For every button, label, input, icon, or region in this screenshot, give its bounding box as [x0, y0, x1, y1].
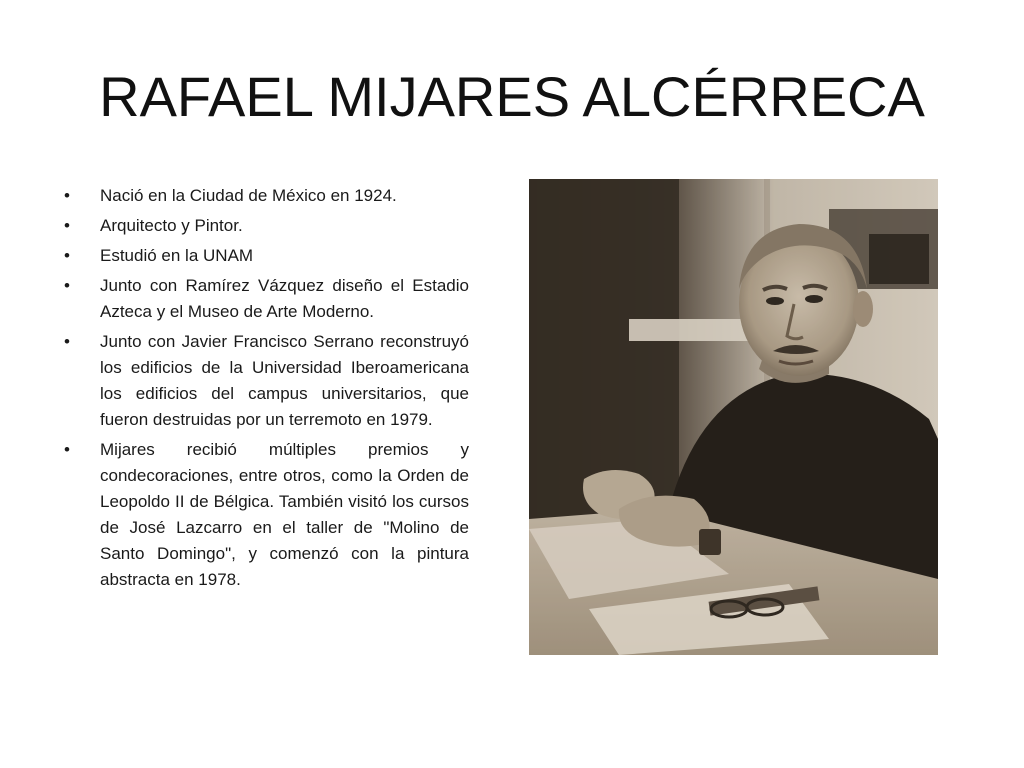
bullet-list — [64, 183, 469, 597]
bullet-text: Estudió en la UNAM — [100, 246, 254, 265]
bullet-text: Junto con Ramírez Vázquez diseño el Estadio Azteca y el Museo de Arte Moderno. — [100, 276, 469, 321]
bullet-marker: • — [64, 216, 70, 235]
bullet-item — [64, 437, 469, 593]
bullet-text: Nació en la Ciudad de México en 1924. — [100, 186, 397, 205]
portrait-illustration — [529, 179, 938, 655]
portrait-photo — [529, 179, 938, 655]
bullet-item — [64, 183, 469, 209]
bullet-marker: • — [64, 440, 70, 459]
bullet-marker: • — [64, 246, 70, 265]
bullet-item — [64, 329, 469, 433]
bullet-item — [64, 273, 469, 325]
bullet-marker: • — [64, 186, 70, 205]
bullet-item — [64, 243, 469, 269]
bullet-text: Junto con Javier Francisco Serrano reconstruyó los edificios de la Universidad Iberoamericana los edificios del campus universitarios, que fueron destruidas por un terremoto en 1979. — [100, 332, 469, 429]
slide-title: RAFAEL MIJARES ALCÉRRECA — [99, 65, 925, 128]
bullet-text: Arquitecto y Pintor. — [100, 216, 243, 235]
bullet-item — [64, 213, 469, 239]
bullet-text: Mijares recibió múltiples premios y condecoraciones, entre otros, como la Orden de Leopoldo II de Bélgica. También visitó los cursos de José Lazcarro en el taller de "Molino de Santo Domingo", y comenzó con la pintura abstracta en 1978. — [100, 440, 469, 589]
bullet-marker: • — [64, 332, 70, 351]
bullet-marker: • — [64, 276, 70, 295]
